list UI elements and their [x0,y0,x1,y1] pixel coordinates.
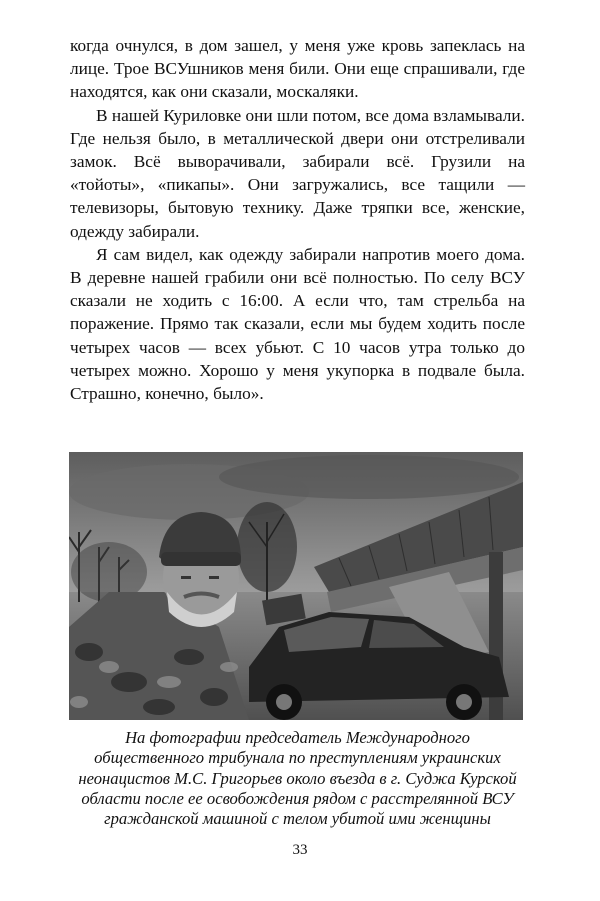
photo-caption: На фотографии председатель Международного общественного трибунала по преступлениям украинских неонацистов М.С. Григорьев около въезда в г. Суджа Курской области после ее освобождения рядом с расстрелянной ВСУ гражданской машиной с телом убитой ими женщины [78,728,517,829]
paragraph-3: Я сам видел, как одежду забирали напротив моего дома. В деревне нашей грабили они всё полностью. По селу ВСУ сказали не ходить с 16:00. А если что, там стрельба на поражение. Прямо так сказали, если мы будем ходить после четырех часов — всех убьют. С 10 часов утра только до четырех можно. Хорошо у меня укупорка в подвале была. Страшно, конечно, было». [70,244,525,404]
photo-illustration [69,452,523,720]
paragraph-1: когда очнулся, в дом зашел, у меня уже кровь запеклась на лице. Трое ВСУшников меня били. Они еще спрашивали, где находятся, как они сказали, москаляки. [70,36,525,102]
paragraph-2: В нашей Куриловке они шли потом, все дома взламывали. Где нельзя было, в металлической двери они отстреливали замок. Всё выворачивали, забирали всё. Грузили на «тойоты», «пикапы». Они загружались, все тащили — телевизоры, бытовую технику. Даже тряпки все, женские, одежду забирали. [70,105,525,241]
photograph [69,452,523,720]
page-number: 33 [292,842,308,858]
body-text [70,34,525,405]
cloud [219,455,519,499]
